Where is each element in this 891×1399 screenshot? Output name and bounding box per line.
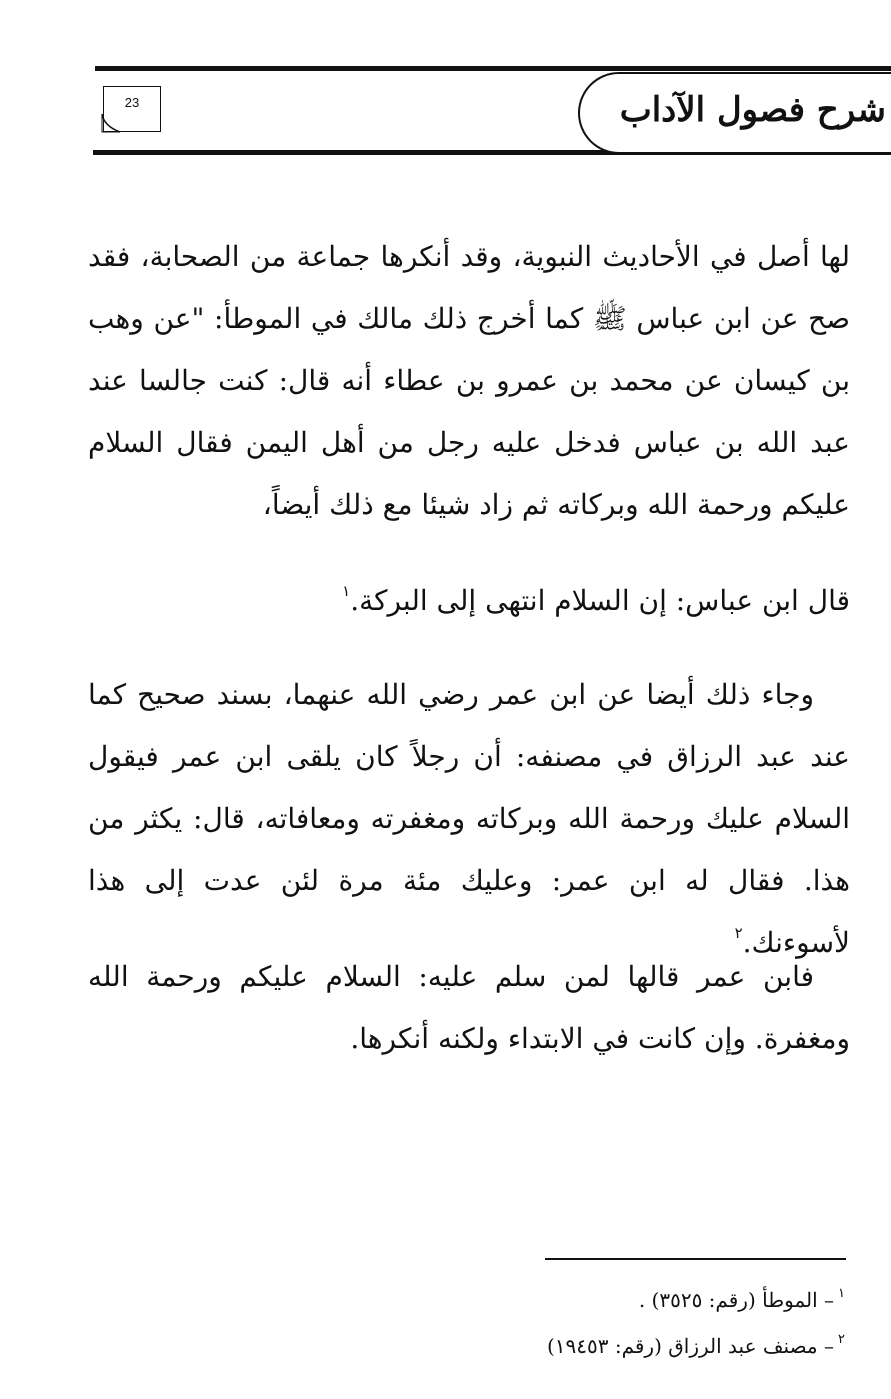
footnote-1 bbox=[639, 1286, 845, 1312]
page-curl-icon bbox=[100, 112, 124, 134]
footnote-1-marker: ١ bbox=[838, 1286, 845, 1301]
page-number: 23 bbox=[124, 95, 140, 110]
footnote-2-text: – مصنف عبد الرزاق (رقم: ١٩٤٥٣) bbox=[546, 1334, 835, 1358]
title-frame bbox=[578, 72, 891, 154]
paragraph-3 bbox=[88, 664, 850, 974]
footnote-2 bbox=[547, 1332, 845, 1358]
header-rule-top bbox=[95, 66, 891, 71]
footnote-1-text: – الموطأ (رقم: ٣٥٢٥) . bbox=[638, 1288, 835, 1312]
paragraph-3-text: وجاء ذلك أيضا عن ابن عمر رضي الله عنهما، بسند صحيح كما عند عبد الرزاق في مصنفه: أن رجلاً كان يلقى ابن عمر فيقول السلام عليك ورحمة الله وبركاته ومغفرته ومعافاته، قال: يكثر من هذا. فقال له ابن عمر: وعليك مئة مرة لئن عدت إلى هذا لأسوءنك. bbox=[88, 678, 851, 959]
paragraph-2 bbox=[88, 570, 850, 632]
paragraph-4: فابن عمر قالها لمن سلم عليه: السلام عليكم ورحمة الله ومغفرة. وإن كانت في الابتداء ولكنه أنكرها. bbox=[88, 960, 850, 1055]
paragraph-2-text: قال ابن عباس: إن السلام انتهى إلى البركة. bbox=[350, 584, 850, 617]
page-title: شرح فصول الآداب bbox=[619, 90, 886, 130]
footnote-2-marker: ٢ bbox=[838, 1332, 845, 1347]
footnote-separator bbox=[545, 1258, 846, 1260]
paragraph-1: لها أصل في الأحاديث النبوية، وقد أنكرها جماعة من الصحابة، فقد صح عن ابن عباس ﷺ كما أخرج ذلك مالك في الموطأ: "عن وهب بن كيسان عن محمد بن عمرو بن عطاء أنه قال: كنت جالسا عند عبد الله بن عباس فدخل عليه رجل من أهل اليمن فقال السلام عليكم ورحمة الله وبركاته ثم زاد شيئا مع ذلك أيضاً، bbox=[88, 240, 850, 521]
footnote-ref-1: ١ bbox=[342, 582, 351, 600]
footnote-ref-2: ٢ bbox=[734, 924, 743, 942]
